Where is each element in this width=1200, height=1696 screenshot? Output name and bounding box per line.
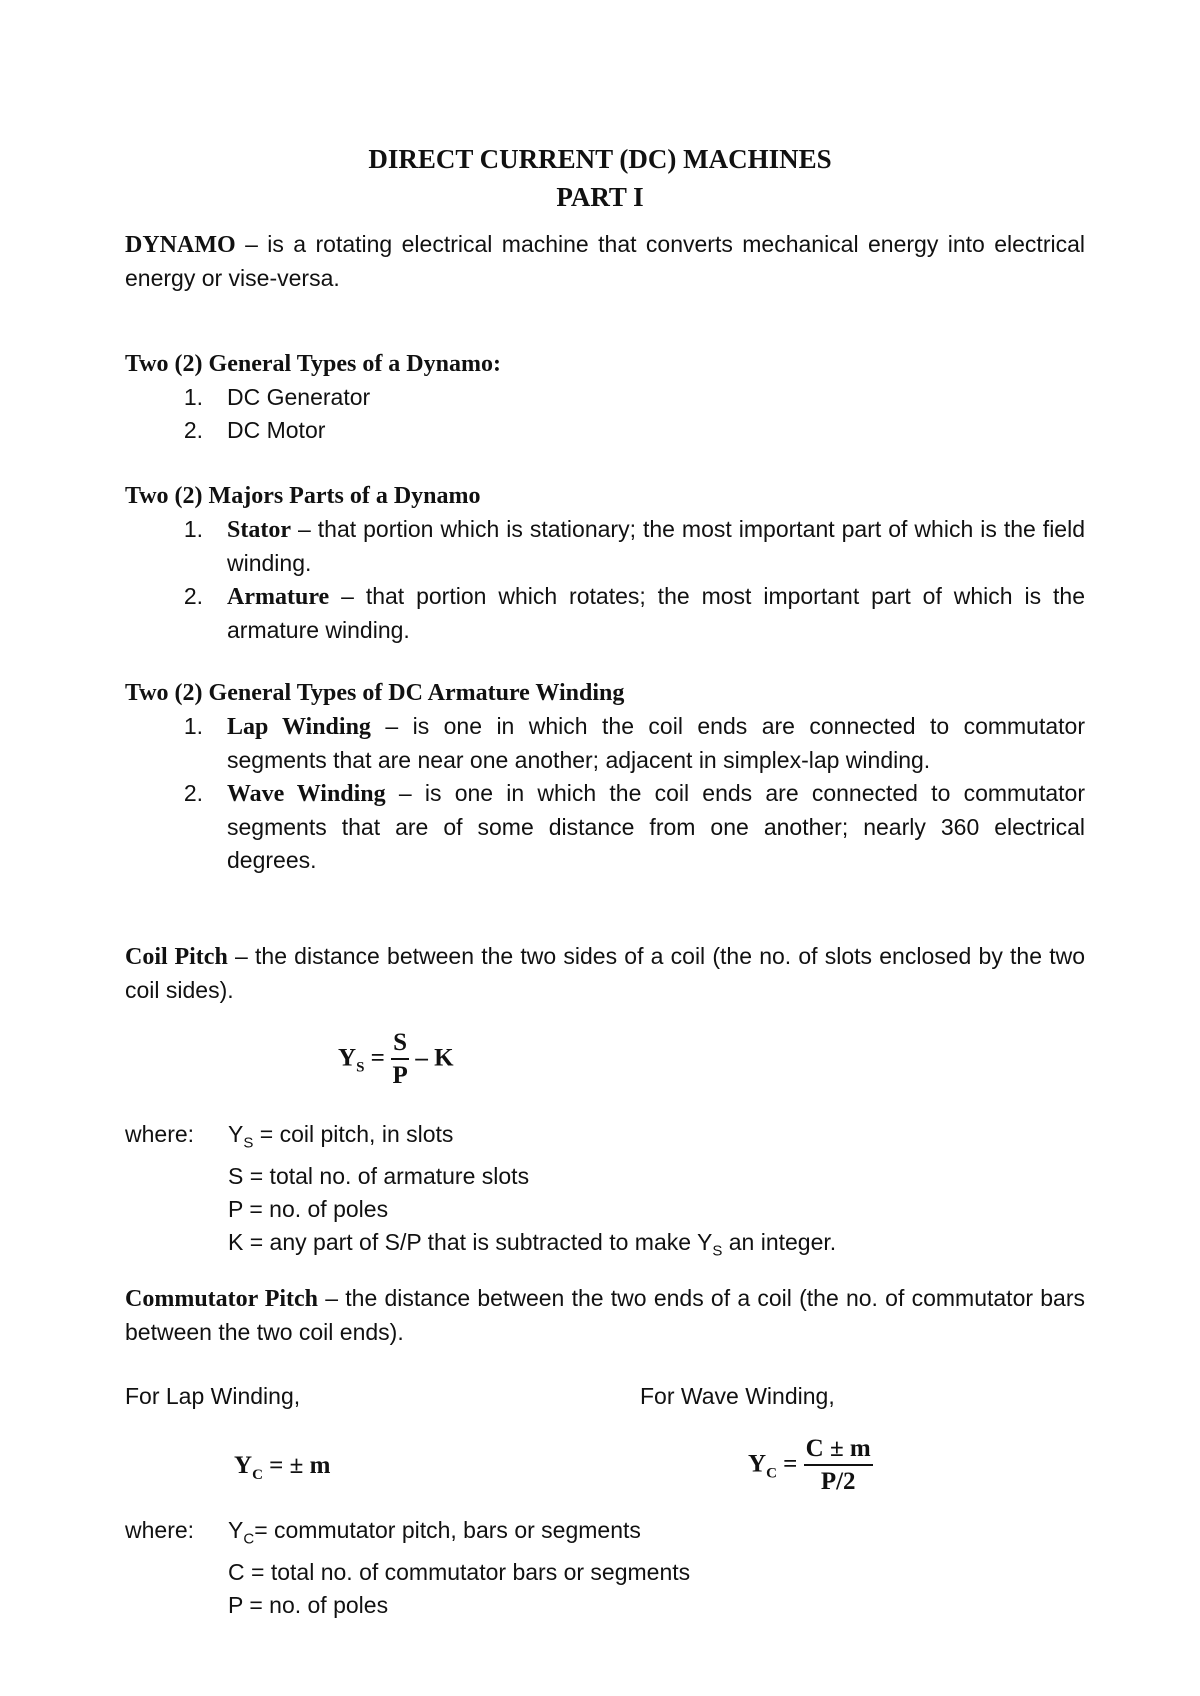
winding-types-heading: Two (2) General Types of DC Armature Winding bbox=[125, 680, 625, 706]
formula-lhs: Y bbox=[748, 1450, 767, 1478]
formula-lhs: Y bbox=[234, 1452, 253, 1479]
item-number: 1. bbox=[183, 516, 203, 542]
formula-equals: = bbox=[364, 1044, 392, 1072]
item-term: Wave Winding bbox=[227, 781, 386, 807]
formula-lhs-sub: C bbox=[766, 1465, 777, 1482]
definition-line: S = total no. of armature slots bbox=[228, 1162, 530, 1189]
page-title bbox=[0, 140, 1200, 216]
winding-types-list bbox=[125, 710, 1085, 877]
dynamo-term: DYNAMO bbox=[125, 232, 236, 258]
item-number: 1. bbox=[183, 384, 203, 410]
formula-equals: = bbox=[776, 1450, 804, 1478]
where-label: where: bbox=[125, 1121, 195, 1147]
item-term: Lap Winding bbox=[227, 714, 371, 740]
fraction-denominator: P/2 bbox=[820, 1468, 856, 1495]
lap-formula bbox=[234, 1452, 330, 1484]
commutator-pitch-text: – the distance between the two ends of a coil (the no. of commutator bars between the two coil ends). bbox=[125, 1285, 1085, 1345]
item-term: Armature bbox=[227, 584, 330, 610]
coil-pitch-definition bbox=[125, 940, 1085, 1007]
item-text: – that portion which is stationary; the most important part of which is the field winding. bbox=[227, 516, 1085, 576]
formula-lhs: Y bbox=[338, 1044, 357, 1072]
lap-winding-label: For Lap Winding, bbox=[125, 1383, 301, 1409]
coil-pitch-text: – the distance between the two sides of a coil (the no. of slots enclosed by the two coil sides). bbox=[125, 943, 1085, 1003]
formula-rest: – K bbox=[409, 1044, 454, 1072]
item-number: 2. bbox=[183, 583, 203, 609]
definition-line: P = no. of poles bbox=[228, 1195, 389, 1222]
title-line-1: DIRECT CURRENT (DC) MACHINES bbox=[368, 144, 832, 174]
list-item bbox=[125, 580, 1085, 647]
definition-line: $Y_S$ = coil pitch, in slots bbox=[228, 1121, 454, 1152]
coil-pitch-defs bbox=[228, 1118, 1088, 1267]
item-text: DC Motor bbox=[227, 417, 326, 443]
fraction-denominator: P bbox=[392, 1062, 408, 1089]
item-text: – that portion which rotates; the most important part of which is the armature winding. bbox=[227, 583, 1085, 643]
formula-rhs: = ± m bbox=[262, 1452, 331, 1479]
fraction-numerator: S bbox=[391, 1028, 409, 1060]
general-types-section bbox=[125, 348, 1085, 447]
formula-lhs-sub: S bbox=[356, 1059, 365, 1076]
formula-fraction bbox=[804, 1434, 873, 1498]
definition-line: P = no. of poles bbox=[228, 1591, 389, 1618]
title-line-2: PART I bbox=[556, 182, 644, 212]
formula-lhs-sub: C bbox=[252, 1467, 263, 1483]
definition-line: K = any part of S/P that is subtracted to make $Y_S$ an integer. bbox=[228, 1228, 837, 1260]
commutator-pitch-term: Commutator Pitch bbox=[125, 1286, 319, 1312]
formula-fraction bbox=[391, 1028, 409, 1092]
general-types-list bbox=[125, 381, 1085, 447]
major-parts-heading: Two (2) Majors Parts of a Dynamo bbox=[125, 483, 481, 509]
coil-pitch-formula bbox=[338, 1028, 454, 1092]
item-text: – is one in which the coil ends are connected to commutator segments that are of some distance from one another; nearly 360 electrical degrees. bbox=[227, 780, 1086, 873]
item-text: – is one in which the coil ends are connected to commutator segments that are near one another; adjacent in simplex-lap winding. bbox=[227, 713, 1085, 773]
list-item bbox=[125, 414, 1085, 447]
winding-types-section bbox=[125, 677, 1085, 877]
item-number: 2. bbox=[183, 417, 203, 443]
commutator-pitch-definition bbox=[125, 1282, 1085, 1349]
commutator-pitch-defs bbox=[228, 1514, 1088, 1622]
item-term: Stator bbox=[227, 517, 291, 543]
where-label: where: bbox=[125, 1517, 195, 1543]
definition-line: C = total no. of commutator bars or segments bbox=[228, 1558, 691, 1585]
list-item bbox=[125, 513, 1085, 580]
dynamo-text: – is a rotating electrical machine that converts mechanical energy into electrical energy or vise-versa. bbox=[125, 231, 1085, 291]
general-types-heading: Two (2) General Types of a Dynamo: bbox=[125, 351, 501, 377]
list-item bbox=[125, 777, 1085, 877]
list-item bbox=[125, 381, 1085, 414]
coil-pitch-term: Coil Pitch bbox=[125, 944, 228, 970]
item-number: 1. bbox=[183, 713, 203, 739]
major-parts-list bbox=[125, 513, 1085, 647]
fraction-numerator: C ± m bbox=[804, 1434, 873, 1466]
item-number: 2. bbox=[183, 780, 203, 806]
wave-formula bbox=[748, 1434, 873, 1498]
dynamo-definition bbox=[125, 228, 1085, 295]
wave-winding-label: For Wave Winding, bbox=[640, 1383, 835, 1409]
list-item bbox=[125, 710, 1085, 777]
item-text: DC Generator bbox=[227, 384, 371, 410]
major-parts-section bbox=[125, 480, 1085, 647]
definition-line: $Y_C=$ commutator pitch, bars or segments bbox=[228, 1517, 641, 1548]
